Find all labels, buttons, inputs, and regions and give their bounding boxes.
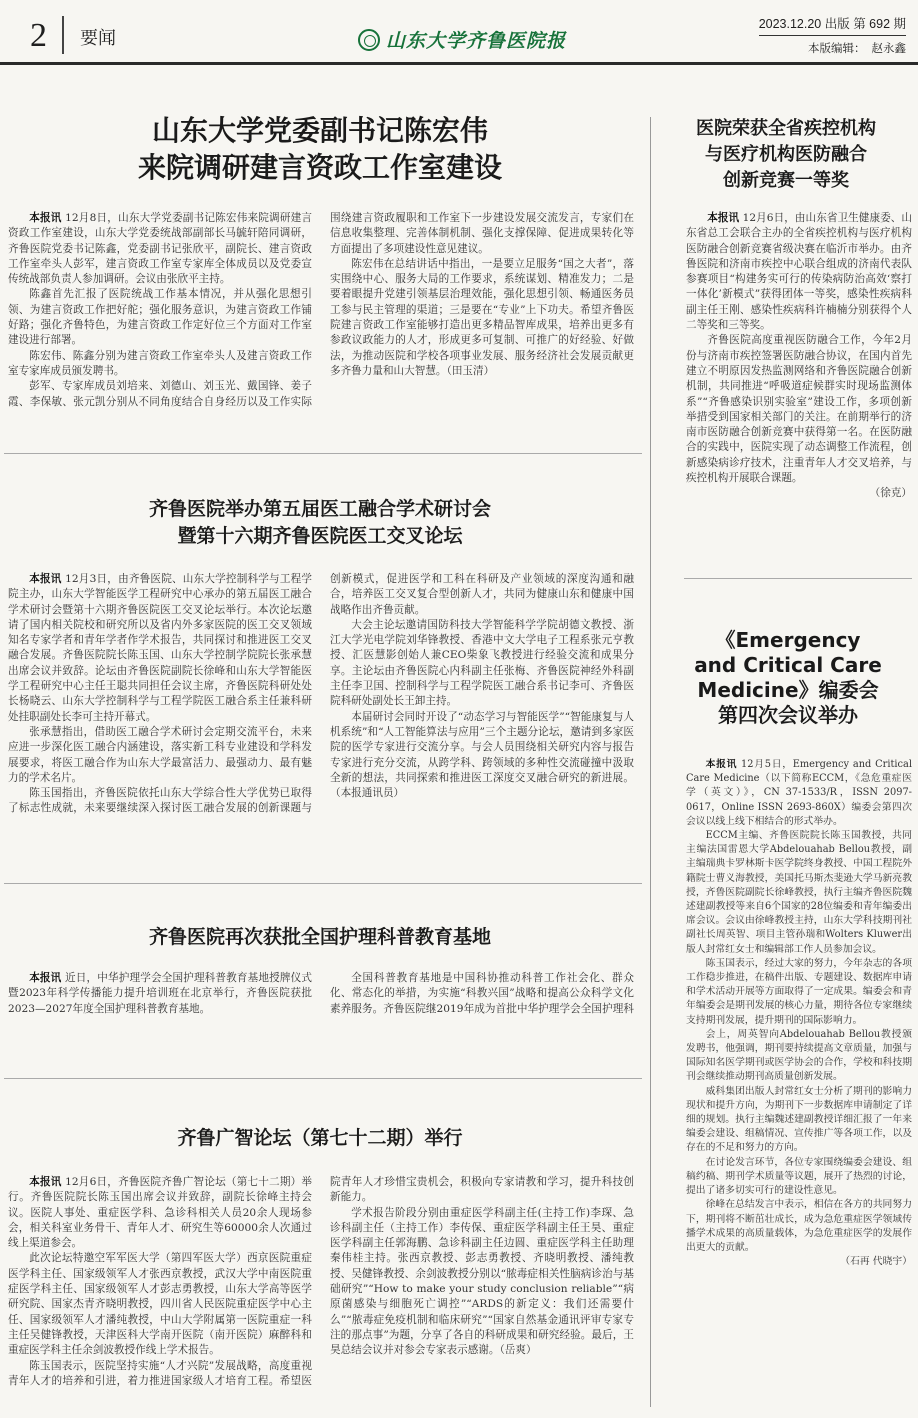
editor-name: 赵永鑫 bbox=[871, 43, 906, 55]
right-article-2-paragraph: 12月5日，Emergency and Critical Care Medicine（以下简称ECCM，《急危重症医学（英文）》，CN 37-1533/R，ISSN 2097-0617，Online ISSN 2693-860X）编委会第四次会议以线上线下相结合的形式举办。 bbox=[686, 759, 912, 827]
article-2-paragraph: 本届研讨会同时开设了“动态学习与智能医学”“智能康复与人机系统”和“人工智能算法与应用”三个主题分论坛，邀请到多家医院的医学专家进行交流分享。与会人员围绕相关研究内容与报告专家进行充分交流，从跨学科、跨领域的多种性交流碰撞中汲取全新的想法，共同探索和推进医工深度交叉融合研究的新进展。 bbox=[330, 710, 634, 784]
right-article-1-headline bbox=[664, 116, 908, 194]
article-2-paragraph: 大会主论坛邀请国防科技大学智能科学学院胡德文教授、浙江大学光电学院刘华锋教授、香港中文大学电子工程系张元亨教授、汇医慧影创始人兼CEO柴象飞教授进行经验交流和成果分享。主论坛由齐鲁医院心内科副主任张梅、齐鲁医院神经外科副主任李卫国、控制科学与工程学院医工融合系书记李可、齐鲁医院科研处副处长王卸主持。 bbox=[330, 618, 634, 708]
right-article-2-title-line-3: Medicine》编委会 bbox=[697, 678, 879, 702]
article-1-paragraph: 陈宏伟、陈鑫分别为建言资政工作室牵头人及建言资政工作室专家库成员颁发聘书。 bbox=[8, 349, 312, 377]
page-number: 2 bbox=[30, 17, 47, 54]
article-2-title-line-2: 暨第十六期齐鲁医院医工交叉论坛 bbox=[177, 525, 463, 547]
article-3-lead: 本报讯 bbox=[29, 972, 62, 984]
section-name: 要闻 bbox=[80, 28, 116, 49]
article-3-paragraph: 近日，中华护理学会全国护理科普教育基地授牌仪式暨2023年科学传播能力提升培训班在北京举行，齐鲁医院获批2023—2027年度全国护理科普教育基地。 bbox=[8, 972, 313, 1015]
article-1-paragraph: 陈宏伟在总结讲话中指出，一是要立足服务“国之大者”，落实围绕中心、服务大局的工作要求，系统谋划、精准发力；二是要着眼提升党建引领基层治理效能，强化思想引领、畅通医务员工参与民主管理的渠道；三是要在“专业”上下功夫。希望齐鲁医院建言资政工作室能够打造出更多精品智库成果，培养出更多有参政议政能力的人才，形成更多可复制、可推广的好经验、好做法，为推动医院和学校各项事业发展、服务经济社会发展贡献更多齐鲁力量和山大智慧。 bbox=[330, 257, 634, 377]
issue-line: 2023.12.20 出版 第 692 期 bbox=[758, 17, 906, 31]
right-article-1-title-line-2: 与医疗机构医防融合 bbox=[705, 144, 867, 165]
right-article-1-title-line-1: 医院荣获全省疾控机构 bbox=[696, 118, 876, 139]
university-seal-icon bbox=[358, 29, 380, 51]
section-divider bbox=[4, 883, 642, 884]
masthead bbox=[0, 0, 918, 62]
right-article-1-lead: 本报讯 bbox=[707, 212, 740, 224]
right-article-2-paragraph: 陈玉国表示，经过大家的努力，今年杂志的各项工作稳步推进，在稿件出版、专题建设、数据库申请和学术活动开展等方面取得了一定成果。编委会和青年编委会是期刊发展的核心力量，期待各位专家继续支持期刊发展，提升期刊的国际影响力。 bbox=[686, 957, 912, 1026]
section-divider bbox=[4, 1078, 642, 1079]
article-4-paragraph: 学术报告阶段分别由重症医学科副主任(主持工作)李琛、急诊科副主任（主持工作）李传保、重症医学科副主任王昊、重症医学科副主任郭海鹏、急诊科副主任边圆、重症医学科主任助理秦伟桂主持。张西京教授、彭志勇教授、齐晓明教授、潘纯教授、吴健锋教授、余剑波教授分别以“脓毒症相关性脑病诊治与基础研究”“How to make your study conclusion reliable”“病原菌感染与细胞死亡调控”“ARDS的新定义：我们还需要什么”“脓毒症免疫机制和临床研究”“国家自然基金通讯评审专家专注的那点事”为题，分享了各自的科研成果和研究经验。最后，王昊总结会议并对参会专家表示感谢。 bbox=[330, 1206, 634, 1357]
section-divider bbox=[684, 578, 912, 579]
article-4-paragraph: 陈玉国表示，医院坚持实施“人才兴院”发展战略，高度重视青年人才的培养和引进，着力推进国家级人才培育工程。希望医院青年人才珍惜宝贵机会，积极向专家请教和学习，提升科技创新能力。 bbox=[8, 1176, 634, 1387]
article-3-headline: 齐鲁医院再次获批全国护理科普教育基地 bbox=[148, 926, 491, 948]
article-4-body bbox=[8, 1175, 634, 1411]
paper-name: 山东大学齐鲁医院报 bbox=[386, 30, 567, 52]
article-1-paragraph: 彭军、专家库成员刘培来、刘德山、刘玉光、戴国锋、姜子霞、李保敏、张元凯分别从不同角度结合自身经历以及工作实际围绕建言资政履职和工作室下一步建设发展交流发言，专家们在信息收集整理、完善体制机制、强化支撑保障、促进成果转化等方面提出了多项建设性意见建议。 bbox=[8, 212, 634, 408]
masthead-rule bbox=[0, 62, 918, 65]
right-article-2-paragraph: 徐峰在总结发言中表示，相信在各方的共同努力下，期刊将不断茁壮成长，成为急危重症医学领域传播学术成果的高质量载体，为急危重症医学的发展作出更大的贡献。 bbox=[686, 1199, 912, 1253]
right-article-1-paragraph: 12月6日，由山东省卫生健康委、山东省总工会联合主办的全省疾控机构与医疗机构医防融合创新竞赛省级决赛在临沂市举办。由齐鲁医院和济南市疾控中心联合组成的济南代表队参赛项目“构建务实可行的传染病防治高效‘察打一体化’新模式”获得团体一等奖，感染性疾病科副主任王刚、感染性疾病科许楠楠分别获得个人二等奖和三等奖。 bbox=[686, 212, 912, 332]
article-2-headline bbox=[40, 496, 600, 550]
right-article-2-headline bbox=[668, 628, 908, 728]
article-1-body bbox=[8, 211, 634, 411]
right-article-2-paragraph: 在讨论发言环节，各位专家围绕编委会建设、组稿约稿、期刊学术质量等议题，展开了热烈的讨论，提出了诸多切实可行的建设性意见。 bbox=[686, 1156, 912, 1197]
article-2-byline: （本报通讯员） bbox=[330, 787, 405, 800]
article-1-headline bbox=[40, 112, 600, 186]
article-2-body bbox=[8, 572, 634, 868]
article-1-byline: （田玉清） bbox=[446, 364, 495, 377]
editor-label: 本版编辑： bbox=[808, 43, 866, 55]
right-article-1-byline: （徐克） bbox=[869, 487, 912, 500]
paper-logo bbox=[358, 26, 566, 53]
article-1-title-line-1: 山东大学党委副书记陈宏伟 bbox=[151, 114, 488, 147]
article-4-headline: 齐鲁广智论坛（第七十二期）举行 bbox=[177, 1127, 463, 1149]
editor-line bbox=[759, 40, 906, 56]
right-article-2-paragraph: 会上，周英智向Abdelouahab Bellou教授颁发聘书，他强调，期刊要持续提高文章质量，加强与国际知名医学期刊或医学协会的合作，学校和科技期刊会继续推动期刊高质量创新发展。 bbox=[686, 1028, 912, 1083]
article-2-paragraph: 陈玉国指出，齐鲁医院依托山东大学综合性大学优势已取得了标志性成就，未来要继续深入探讨医工融合发展的创新课题与创新模式，促进医学和工科在科研及产业领域的深度沟通和融合，培养医工交叉复合型创新人才，共同为健康山东和健康中国战略作出齐鲁贡献。 bbox=[8, 573, 634, 815]
article-3-paragraph: 全国科普教育基地是中国科协推动科普工作社会化、群众化、常态化的举措，为实施“科教兴国”战略和提高公众科学文化素养服务。齐鲁医院继2019年成为首批中华护理学会全国护理科 bbox=[330, 972, 634, 1015]
article-2-paragraph: 张承慧指出，借助医工融合学术研讨会定期交流平台，未来应进一步深化医工融合内涵建设，落实新工科专业建设和学科发展要求，将医工融合作为山东大学最富活力、最强动力、最有魅力的学术名片。 bbox=[8, 725, 312, 784]
section-divider bbox=[4, 453, 642, 454]
masthead-divider bbox=[62, 16, 64, 54]
article-4-paragraph: 12月6日，齐鲁医院齐鲁广智论坛（第七十二期）举行。齐鲁医院院长陈玉国出席会议并致辞，副院长徐峰主持会议。医院人事处、重症医学科、急诊科相关人员20余人现场参会，相关科室业务骨干、青年人才、研究生等60000余人次通过线上渠道参会。 bbox=[8, 1176, 313, 1250]
article-1-lead: 本报讯 bbox=[29, 212, 62, 224]
right-article-2-title-line-4: 第四次会议举办 bbox=[718, 703, 858, 727]
right-article-1-paragraph: 齐鲁医院高度重视医防融合工作，今年2月份与济南市疾控签署医防融合协议，在国内首先建立不明原因发热监测网络和齐鲁医院融合创新机制，共同推进“呼吸道症候群实时现场监测体系”“齐鲁感染识别实验室”建设工作，多项创新举措受到国家相关部门的关注。在前期举行的济南市医防融合创新竞赛中获得第一名。在医防融合的实践中，医院实现了动态调整工作流程，创新感染病诊疗技术，注重青年人才交叉培养，与疾控机构开展联合课题。 bbox=[686, 334, 912, 485]
issue-info bbox=[759, 14, 906, 56]
right-article-2-byline: （石再 代晓宇） bbox=[840, 1256, 912, 1268]
article-2-paragraph: 12月3日，由齐鲁医院、山东大学控制科学与工程学院主办，山东大学智能医学工程研究中心承办的第五届医工融合学术研讨会暨第十六期齐鲁医院医工交叉论坛举行。本次论坛邀请了国内相关院校和研究所以及省内外多家医院的医工交叉领域知名专家学者和青年学者作学术报告，共同探讨和推进医工交叉融合发展。齐鲁医院院长陈玉国、山东大学控制学院院长张承慧出席会议并致辞。论坛由齐鲁医院副院长徐峰和山东大学智能医学工程研究中心主任王聪共同担任会议主席，齐鲁医院科研处处长杨晓云、山东大学控制科学与工程学院医工融合系主任兼科研处挂职副处长李可主持开幕式。 bbox=[8, 573, 313, 723]
article-4-lead: 本报讯 bbox=[29, 1176, 62, 1188]
article-2-title-line-1: 齐鲁医院举办第五届医工融合学术研讨会 bbox=[148, 498, 491, 520]
article-2-lead: 本报讯 bbox=[29, 573, 62, 585]
article-1-title-line-2: 来院调研建言资政工作室建设 bbox=[137, 151, 502, 184]
right-article-2-body bbox=[686, 758, 912, 1410]
right-article-2-lead: 本报讯 bbox=[705, 759, 738, 770]
article-1-paragraph: 陈鑫首先汇报了医院统战工作基本情况，并从强化思想引领、为建言资政工作把好舵；强化服务意识，为建言资政工作铺好路；强化齐鲁特色，为建言资政工作定好位三个方面对工作室建设进行部署。 bbox=[8, 288, 312, 347]
right-article-2-title-line-2: and Critical Care bbox=[694, 653, 882, 677]
right-article-2-paragraph: ECCM主编、齐鲁医院院长陈玉国教授，共同主编法国雷恩大学Abdelouahab Bellou教授，副主编瑞典卡罗林斯卡医学院终身教授、中国工程院外籍院士曹义海教授，美国托马斯杰斐逊大学马新亮教授，齐鲁医院副院长徐峰教授，执行主编齐鲁医院魏述建副教授等来自6个国家的28位编委和青年编委出席会议。会议由徐峰教授主持，山东大学科技期刊社副社长周英智、项目主管孙瑞和Wolters Kluwer出版人封常红女士和编辑部工作人员参加会议。 bbox=[686, 830, 912, 955]
right-article-2-paragraph: 威科集团出版人封常红女士分析了期刊的影响力现状和提升方向，为期刊下一步数据库申请制定了详细的规划。执行主编魏述建副教授详细汇报了一年来编委会建设、组稿情况、宣传推广等各项工作，以及存在的不足和努力的方向。 bbox=[686, 1085, 912, 1154]
right-article-1-title-line-3: 创新竞赛一等奖 bbox=[723, 170, 849, 191]
issue-underline bbox=[759, 35, 906, 36]
right-article-2-title-line-1: 《Emergency bbox=[715, 628, 861, 652]
article-3-body bbox=[8, 971, 634, 1037]
column-divider bbox=[650, 117, 651, 1407]
article-4-byline: （岳爽） bbox=[499, 1344, 537, 1357]
right-article-1-body bbox=[686, 211, 912, 545]
article-1-paragraph: 12月8日，山东大学党委副书记陈宏伟来院调研建言资政工作室建设，山东大学党委统战部副部长马毓轩陪同调研，齐鲁医院党委书记陈鑫，党委副书记张欣平，副院长、建言资政工作室牵头人彭军，建言资政工作室专家库全体成员以及党委宣传统战部负责人参加调研。会议由张欣平主持。 bbox=[8, 212, 313, 286]
article-4-paragraph: 此次论坛特邀空军军医大学（第四军医大学）西京医院重症医学科主任、国家级领军人才张西京教授，武汉大学中南医院重症医学科主任、国家级领军人才彭志勇教授，山东大学高等医学研究院、国家杰青齐晓明教授，四川省人民医院重症医学中心主任、国家级领军人才潘纯教授，中山大学附属第一医院重症一科主任吴健锋教授，天津医科大学南开医院（南开医院）麻醉科和重症医学科主任余剑波教授作线上学术报告。 bbox=[8, 1252, 312, 1357]
